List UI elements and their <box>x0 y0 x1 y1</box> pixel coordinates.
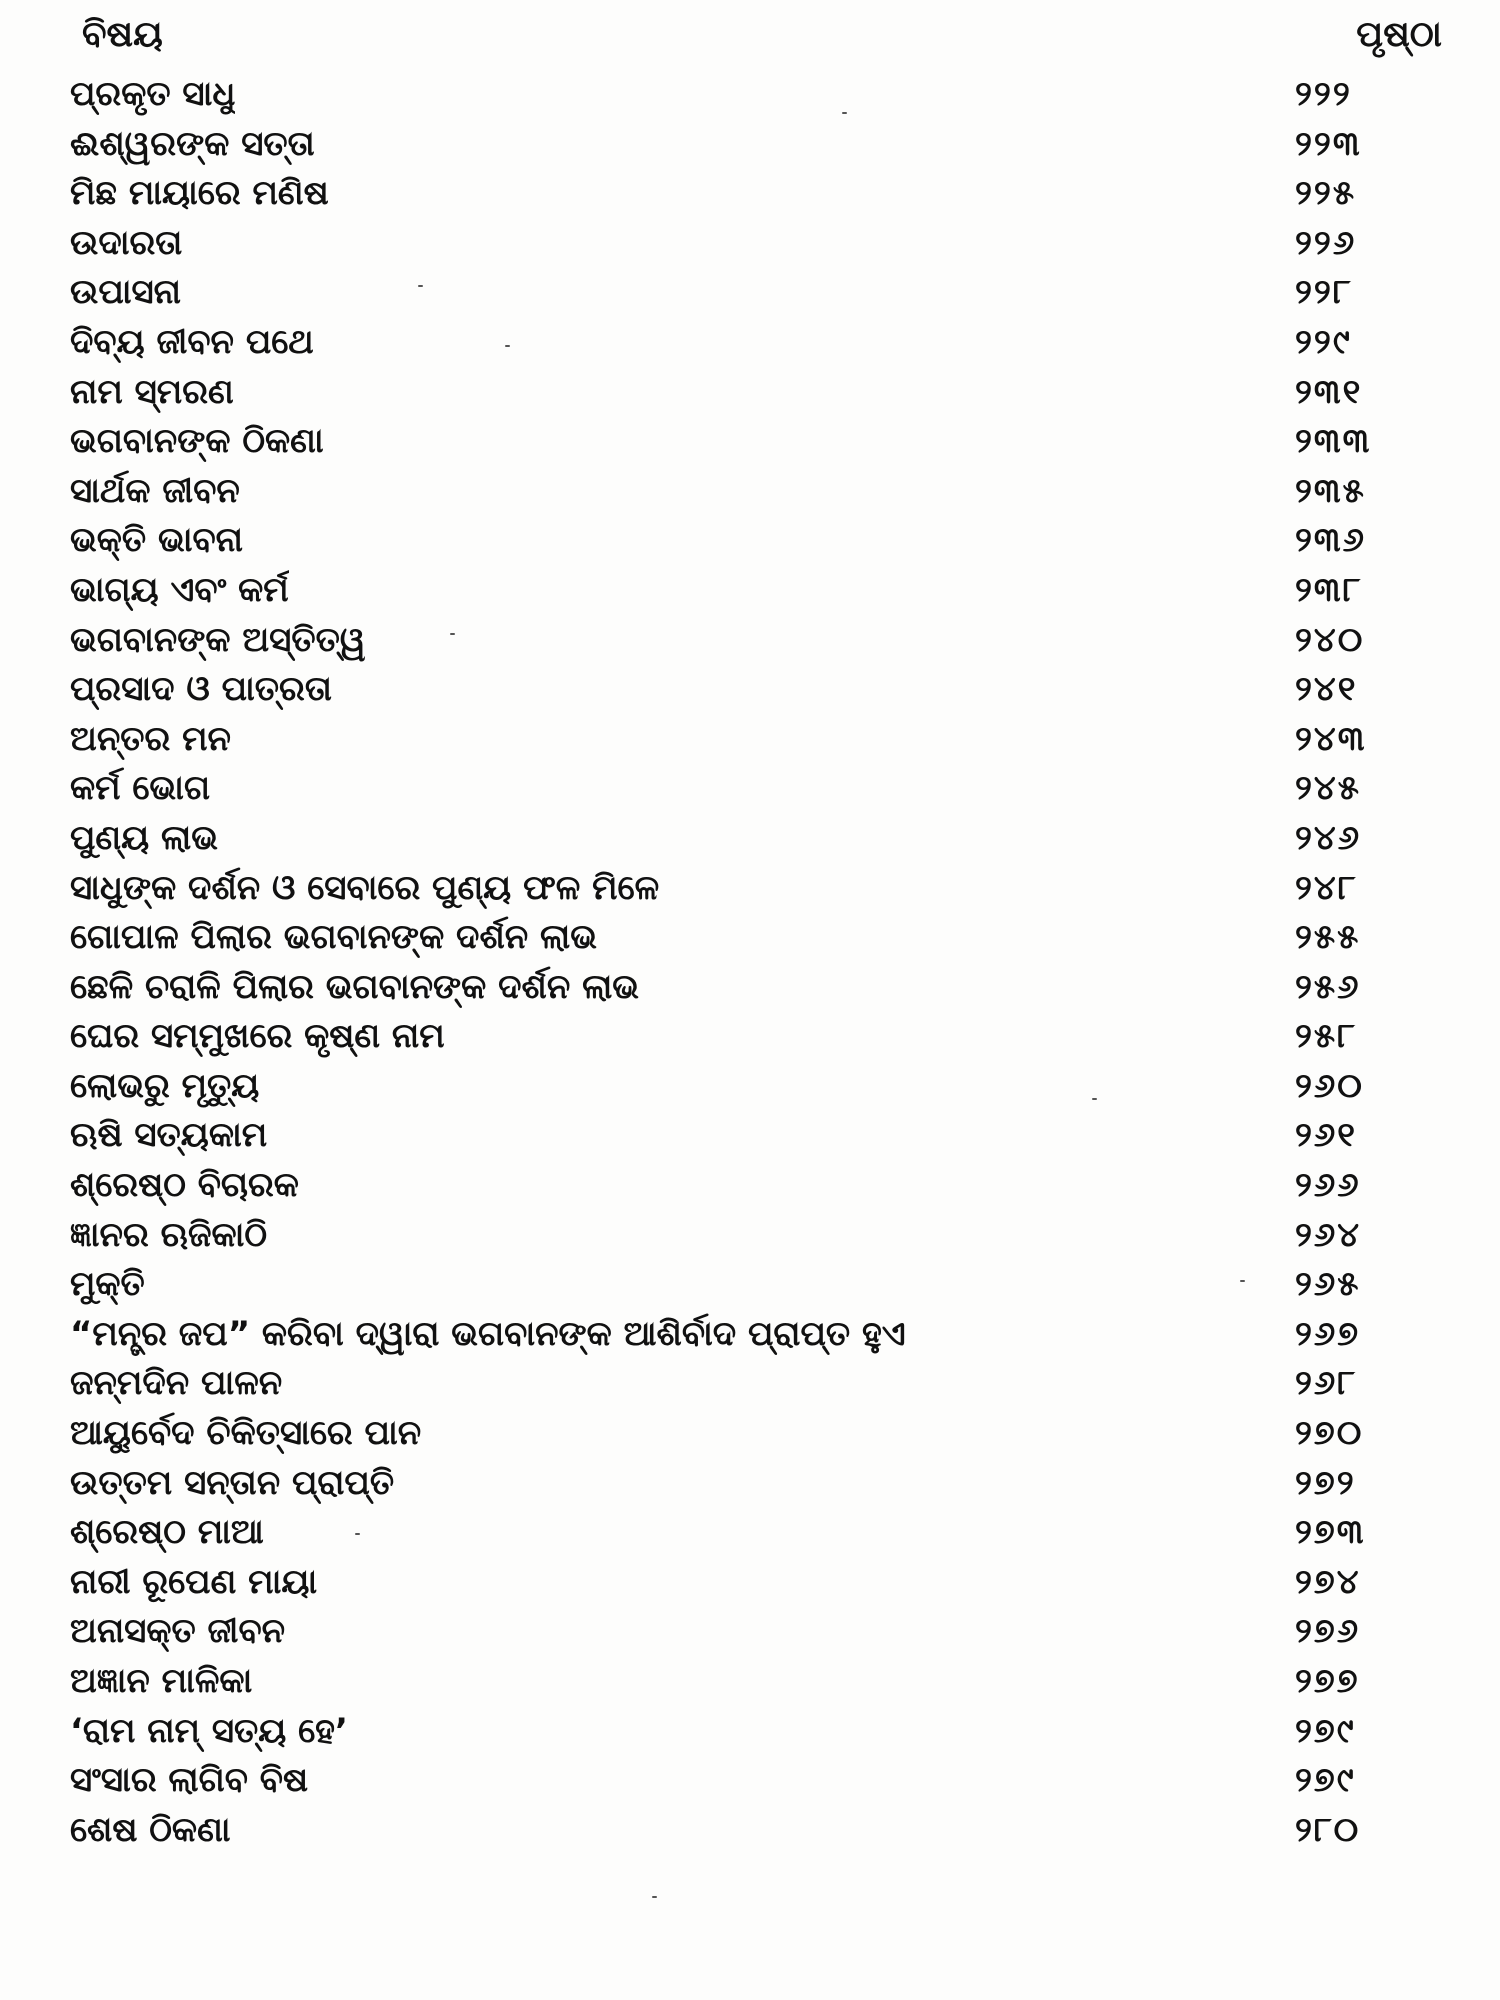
toc-entry-title: ଅନ୍ତର ମନ <box>70 718 231 759</box>
toc-entry <box>70 368 1435 418</box>
toc-entry-title: ପ୍ରକୃତ ସାଧୁ <box>70 74 236 114</box>
toc-entry-title: ଉତ୍ତମ ସନ୍ତାନ ପ୍ରାପ୍ତି <box>70 1462 395 1503</box>
toc-entry <box>70 1161 1435 1211</box>
scan-speck <box>1240 1280 1245 1282</box>
toc-entry <box>70 219 1435 269</box>
toc-entry <box>70 764 1435 814</box>
page-column-heading: ପୃଷ୍ଠା <box>1356 14 1442 55</box>
toc-entry <box>70 814 1435 864</box>
toc-entry-title: ଜନ୍ମଦିନ ପାଳନ <box>70 1363 283 1404</box>
toc-entry-title: ଗୋପାଳ ପିଲାର ଭଗବାନଙ୍କ ଦର୍ଶନ ଲାଭ <box>70 917 597 958</box>
toc-entry-page-number: ୨୭୯ <box>1295 1760 1356 1801</box>
toc-entry-page-number: ୨୬୫ <box>1295 1264 1361 1305</box>
scan-speck <box>842 112 847 114</box>
toc-entry-page-number: ୨୩୩ <box>1295 421 1372 462</box>
toc-entry-page-number: ୨୨୬ <box>1295 222 1357 263</box>
toc-entry-page-number: ୨୭୨ <box>1295 1462 1356 1503</box>
toc-entry-title: ଜ୍ଞାନର ଋଜିକାଠି <box>70 1214 268 1255</box>
toc-entry <box>70 566 1435 616</box>
toc-entry-title: ଛେଳି ଚରାଳି ପିଲାର ଭଗବାନଙ୍କ ଦର୍ଶନ ଲାଭ <box>70 966 640 1007</box>
scan-speck <box>355 1533 360 1535</box>
toc-entry-page-number: ୨୭୪ <box>1295 1561 1361 1602</box>
toc-entry-title: ସାର୍ଥକ ଜୀବନ <box>70 470 240 511</box>
toc-entry <box>70 1459 1435 1509</box>
toc-entry-title: ଲୋଭରୁ ମୃତ୍ୟୁ <box>70 1065 260 1106</box>
toc-entry-page-number: ୨୪୩ <box>1295 718 1367 759</box>
toc-entry <box>70 1707 1435 1757</box>
toc-entry <box>70 616 1435 666</box>
toc-entry-page-number: ୨୬୧ <box>1295 1115 1357 1156</box>
toc-entry-page-number: ୨୭୩ <box>1295 1512 1366 1553</box>
toc-entry-page-number: ୨୩୧ <box>1295 371 1363 412</box>
toc-entry-page-number: ୨୪୦ <box>1295 619 1365 660</box>
toc-entry <box>70 467 1435 517</box>
toc-entry <box>70 1409 1435 1459</box>
toc-entry-page-number: ୨୩୫ <box>1295 470 1366 511</box>
toc-entry-page-number: ୨୪୧ <box>1295 669 1358 710</box>
toc-entry-page-number: ୨୪୮ <box>1295 867 1358 908</box>
toc-entry-title: ଘେର ସମ୍ମୁଖରେ କୃଷ୍ଣ ନାମ <box>70 1016 445 1057</box>
toc-entry-page-number: ୨୨୯ <box>1295 321 1352 362</box>
toc-entry <box>70 1657 1435 1707</box>
toc-entry <box>70 1359 1435 1409</box>
toc-entry-page-number: ୨୫୬ <box>1295 966 1361 1007</box>
toc-entry <box>70 1508 1435 1558</box>
toc-entry-title: ‘ରାମ ନାମ୍ ସତ୍ୟ ହେ’ <box>70 1710 348 1751</box>
toc-entry-page-number: ୨୩୬ <box>1295 520 1367 561</box>
toc-entry <box>70 268 1435 318</box>
toc-entry-title: ସଂସାର ଲାଗିବ ବିଷ <box>70 1760 309 1801</box>
toc-entry-title: ଋଷି ସତ୍ୟକାମ <box>70 1115 268 1156</box>
toc-entry-title: ସାଧୁଙ୍କ ଦର୍ଶନ ଓ ସେବାରେ ପୁଣ୍ୟ ଫଳ ମିଳେ <box>70 867 660 908</box>
toc-entry-title: ଅନାସକ୍ତ ଜୀବନ <box>70 1611 286 1652</box>
toc-entry-page-number: ୨୬୦ <box>1295 1065 1364 1106</box>
toc-entry-title: କର୍ମ ଭୋଗ <box>70 768 211 809</box>
toc-entry <box>70 1607 1435 1657</box>
toc-entry <box>70 70 1435 120</box>
toc-entry-page-number: ୨୬୭ <box>1295 1313 1361 1354</box>
toc-entry-page-number: ୨୨୨ <box>1295 74 1352 114</box>
toc-entry-title: ନାରୀ ରୂପେଣ ମାୟା <box>70 1561 318 1602</box>
toc-entry <box>70 1558 1435 1608</box>
scan-speck <box>652 1896 657 1898</box>
toc-entry-page-number: ୨୬୮ <box>1295 1363 1358 1404</box>
toc-entry-page-number: ୨୨୩ <box>1295 123 1362 164</box>
toc-entry-page-number: ୨୨୮ <box>1295 272 1353 313</box>
toc-entry-page-number: ୨୬୪ <box>1295 1214 1362 1255</box>
toc-entry-title: “ମନ୍ତ୍ର ଜପ” କରିବା ଦ୍ୱାରା ଭଗବାନଙ୍କ ଆଶିର୍ବାଦ ପ୍ରାପ୍ତ ହୁଏ <box>70 1313 906 1354</box>
toc-entry-title: ପୁଣ୍ୟ ଲାଭ <box>70 817 218 858</box>
toc-entry-page-number: ୨୪୫ <box>1295 768 1361 809</box>
toc-entry <box>70 1111 1435 1161</box>
toc-entry-title: ନାମ ସ୍ମରଣ <box>70 371 234 412</box>
scan-speck <box>1092 1098 1097 1100</box>
toc-entry-page-number: ୨୭୦ <box>1295 1413 1364 1454</box>
toc-entry-title: ଉଦାରତା <box>70 222 183 263</box>
toc-entry-title: ଉପାସନା <box>70 272 182 313</box>
toc-entry-title: ଅଜ୍ଞାନ ମାଳିକା <box>70 1661 253 1701</box>
toc-entry <box>70 963 1435 1013</box>
toc-entry-title: ଭଗବାନଙ୍କ ଠିକଣା <box>70 421 324 462</box>
toc-entry <box>70 1062 1435 1112</box>
toc-entry <box>70 1260 1435 1310</box>
toc-entry <box>70 516 1435 566</box>
toc-entry-page-number: ୨୩୮ <box>1295 569 1363 610</box>
toc-entry <box>70 715 1435 765</box>
toc-entry <box>70 318 1435 368</box>
scan-speck <box>450 633 455 635</box>
toc-entry-title: ଶ୍ରେଷ୍ଠ ମାଆ <box>70 1512 264 1553</box>
toc-entry <box>70 417 1435 467</box>
toc-entry <box>70 665 1435 715</box>
toc-entry-title: ମିଛ ମାୟାରେ ମଣିଷ <box>70 173 329 214</box>
toc-entry <box>70 913 1435 963</box>
toc-entry-title: ଆୟୁର୍ବେଦ ଚିକିତ୍ସାରେ ପାନ <box>70 1413 422 1454</box>
toc-entry <box>70 1211 1435 1261</box>
toc-entry-page-number: ୨୫୮ <box>1295 1016 1357 1057</box>
toc-entry-page-number: ୨୭୯ <box>1295 1710 1356 1751</box>
toc-entry-title: ଭାଗ୍ୟ ଏବଂ କର୍ମ <box>70 569 289 610</box>
toc-entry-title: ଈଶ୍ୱରଙ୍କ ସତ୍ତା <box>70 123 315 164</box>
toc-entry-page-number: ୨୨୫ <box>1295 173 1357 214</box>
toc-entry-page-number: ୨୪୬ <box>1295 817 1362 858</box>
table-of-contents <box>70 70 1435 1855</box>
toc-entry <box>70 864 1435 914</box>
toc-entry <box>70 1310 1435 1360</box>
toc-entry <box>70 169 1435 219</box>
toc-entry <box>70 1806 1435 1856</box>
toc-entry-page-number: ୨୮୦ <box>1295 1809 1361 1850</box>
toc-entry <box>70 1756 1435 1806</box>
toc-entry-title: ଭଗବାନଙ୍କ ଅସ୍ତିତ୍ୱ <box>70 619 366 660</box>
scan-speck <box>418 285 423 287</box>
toc-entry <box>70 1012 1435 1062</box>
toc-header <box>82 10 1442 60</box>
toc-entry-title: ଦିବ୍ୟ ଜୀବନ ପଥେ <box>70 321 314 362</box>
toc-entry-title: ଶେଷ ଠିକଣା <box>70 1809 231 1850</box>
toc-entry-page-number: ୨୫୫ <box>1295 917 1361 958</box>
toc-entry-page-number: ୨୬୬ <box>1295 1165 1361 1206</box>
toc-entry-title: ଭକ୍ତି ଭାବନା <box>70 520 243 561</box>
toc-entry-title: ଶ୍ରେଷ୍ଠ ବିଚାରକ <box>70 1165 299 1206</box>
toc-entry-title: ପ୍ରସାଦ ଓ ପାତ୍ରତା <box>70 669 332 710</box>
toc-entry <box>70 120 1435 170</box>
toc-entry-page-number: ୨୭୭ <box>1295 1661 1360 1701</box>
scan-speck <box>505 345 510 347</box>
subject-column-heading: ବିଷୟ <box>82 14 163 55</box>
toc-entry-title: ମୁକ୍ତି <box>70 1264 145 1305</box>
toc-entry-page-number: ୨୭୬ <box>1295 1611 1361 1652</box>
